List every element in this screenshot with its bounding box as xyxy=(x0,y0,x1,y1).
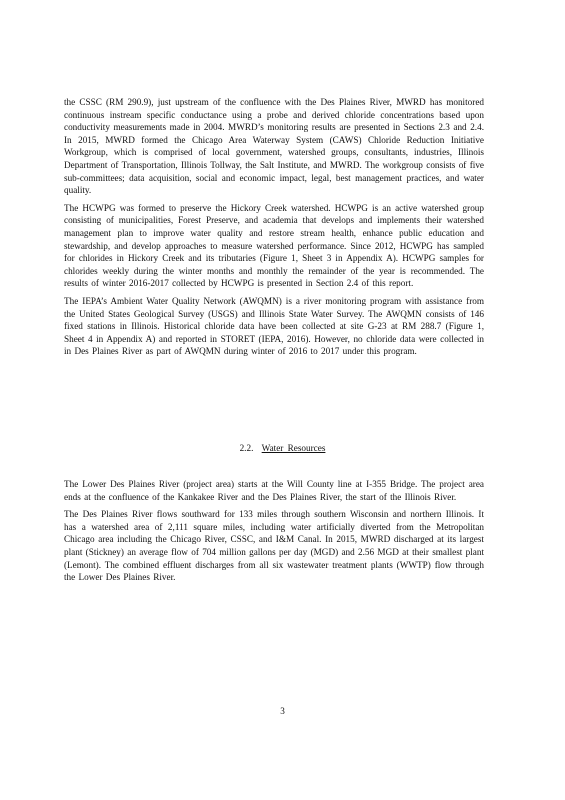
section-title: Water Resources xyxy=(261,443,326,453)
section-number: 2.2. xyxy=(239,443,254,453)
section-heading xyxy=(0,442,565,454)
paragraph-iepa-awqmn: The IEPA’s Ambient Water Quality Network (AWQMN) is a river monitoring program with assistance from the United States Geological Survey (USGS) and Illinois State Water Survey. The AWQMN consists of 146 fixed stations in Illinois. Historical chloride data have been collected at site G-23 at RM 288.7 (Figure 1, Sheet 4 in Appendix A) and reported in STORET (IEPA, 2016). However, no chloride data were collected in in Des Plaines River as part of AWQMN during winter of 2016 to 2017 under this program. xyxy=(64,295,484,357)
paragraph-project-area: The Lower Des Plaines River (project area) starts at the Will County line at I-355 Bridge. The project area ends at the confluence of the Kankakee River and the Des Plaines River, the start of the Illinois River. xyxy=(64,479,484,502)
water-resources-text-block xyxy=(64,478,484,584)
paragraph-mwrd-monitoring: the CSSC (RM 290.9), just upstream of the confluence with the Des Plaines River, MWRD has monitored continuous instream specific conductance using a probe and derived chloride concentrations based upon conductivity measurements made in 2004. MWRD’s monitoring results are presented in Sections 2.3 and 2.4. In 2015, MWRD formed the Chicago Area Waterway System (CAWS) Chloride Reduction Initiative Workgroup, which is comprised of local government, watershed groups, consultants, industries, Illinois Department of Transportation, Illinois Tollway, the Salt Institute, and MWRD. The workgroup consists of five sub-committees; data acquisition, social and economic impact, legal, best management practices, and water quality. xyxy=(64,97,484,196)
paragraph-river-flow: The Des Plaines River flows southward for 133 miles through southern Wisconsin and northern Illinois. It has a watershed area of 2,111 square miles, including water artificially diverted from the Metropolitan Chicago area including the Chicago River, CSSC, and I&M Canal. In 2015, MWRD discharged at its largest plant (Stickney) an average flow of 704 million gallons per day (MGD) and 2.56 MGD at their smallest plant (Lemont). The combined effluent discharges from all six wastewater treatment plants (WWTP) flow through the Lower Des Plaines River. xyxy=(64,509,484,583)
paragraph-hcwpg: The HCWPG was formed to preserve the Hickory Creek watershed. HCWPG is an active watershed group consisting of municipalities, Forest Preserve, and academia that develops and implements their watershed management plan to improve water quality and restore stream health, enhance public education and stewardship, and develop approaches to measure watershed performance. Since 2012, HCWPG has sampled for chlorides in Hickory Creek and its tributaries (Figure 1, Sheet 3 in Appendix A). HCWPG samples for chlorides weekly during the winter months and monthly the remainder of the year is recommended. The results of winter 2016-2017 collected by HCWPG is presented in Section 2.4 of this report. xyxy=(64,202,484,289)
intro-text-block xyxy=(64,96,484,358)
page-number: 3 xyxy=(280,706,285,716)
